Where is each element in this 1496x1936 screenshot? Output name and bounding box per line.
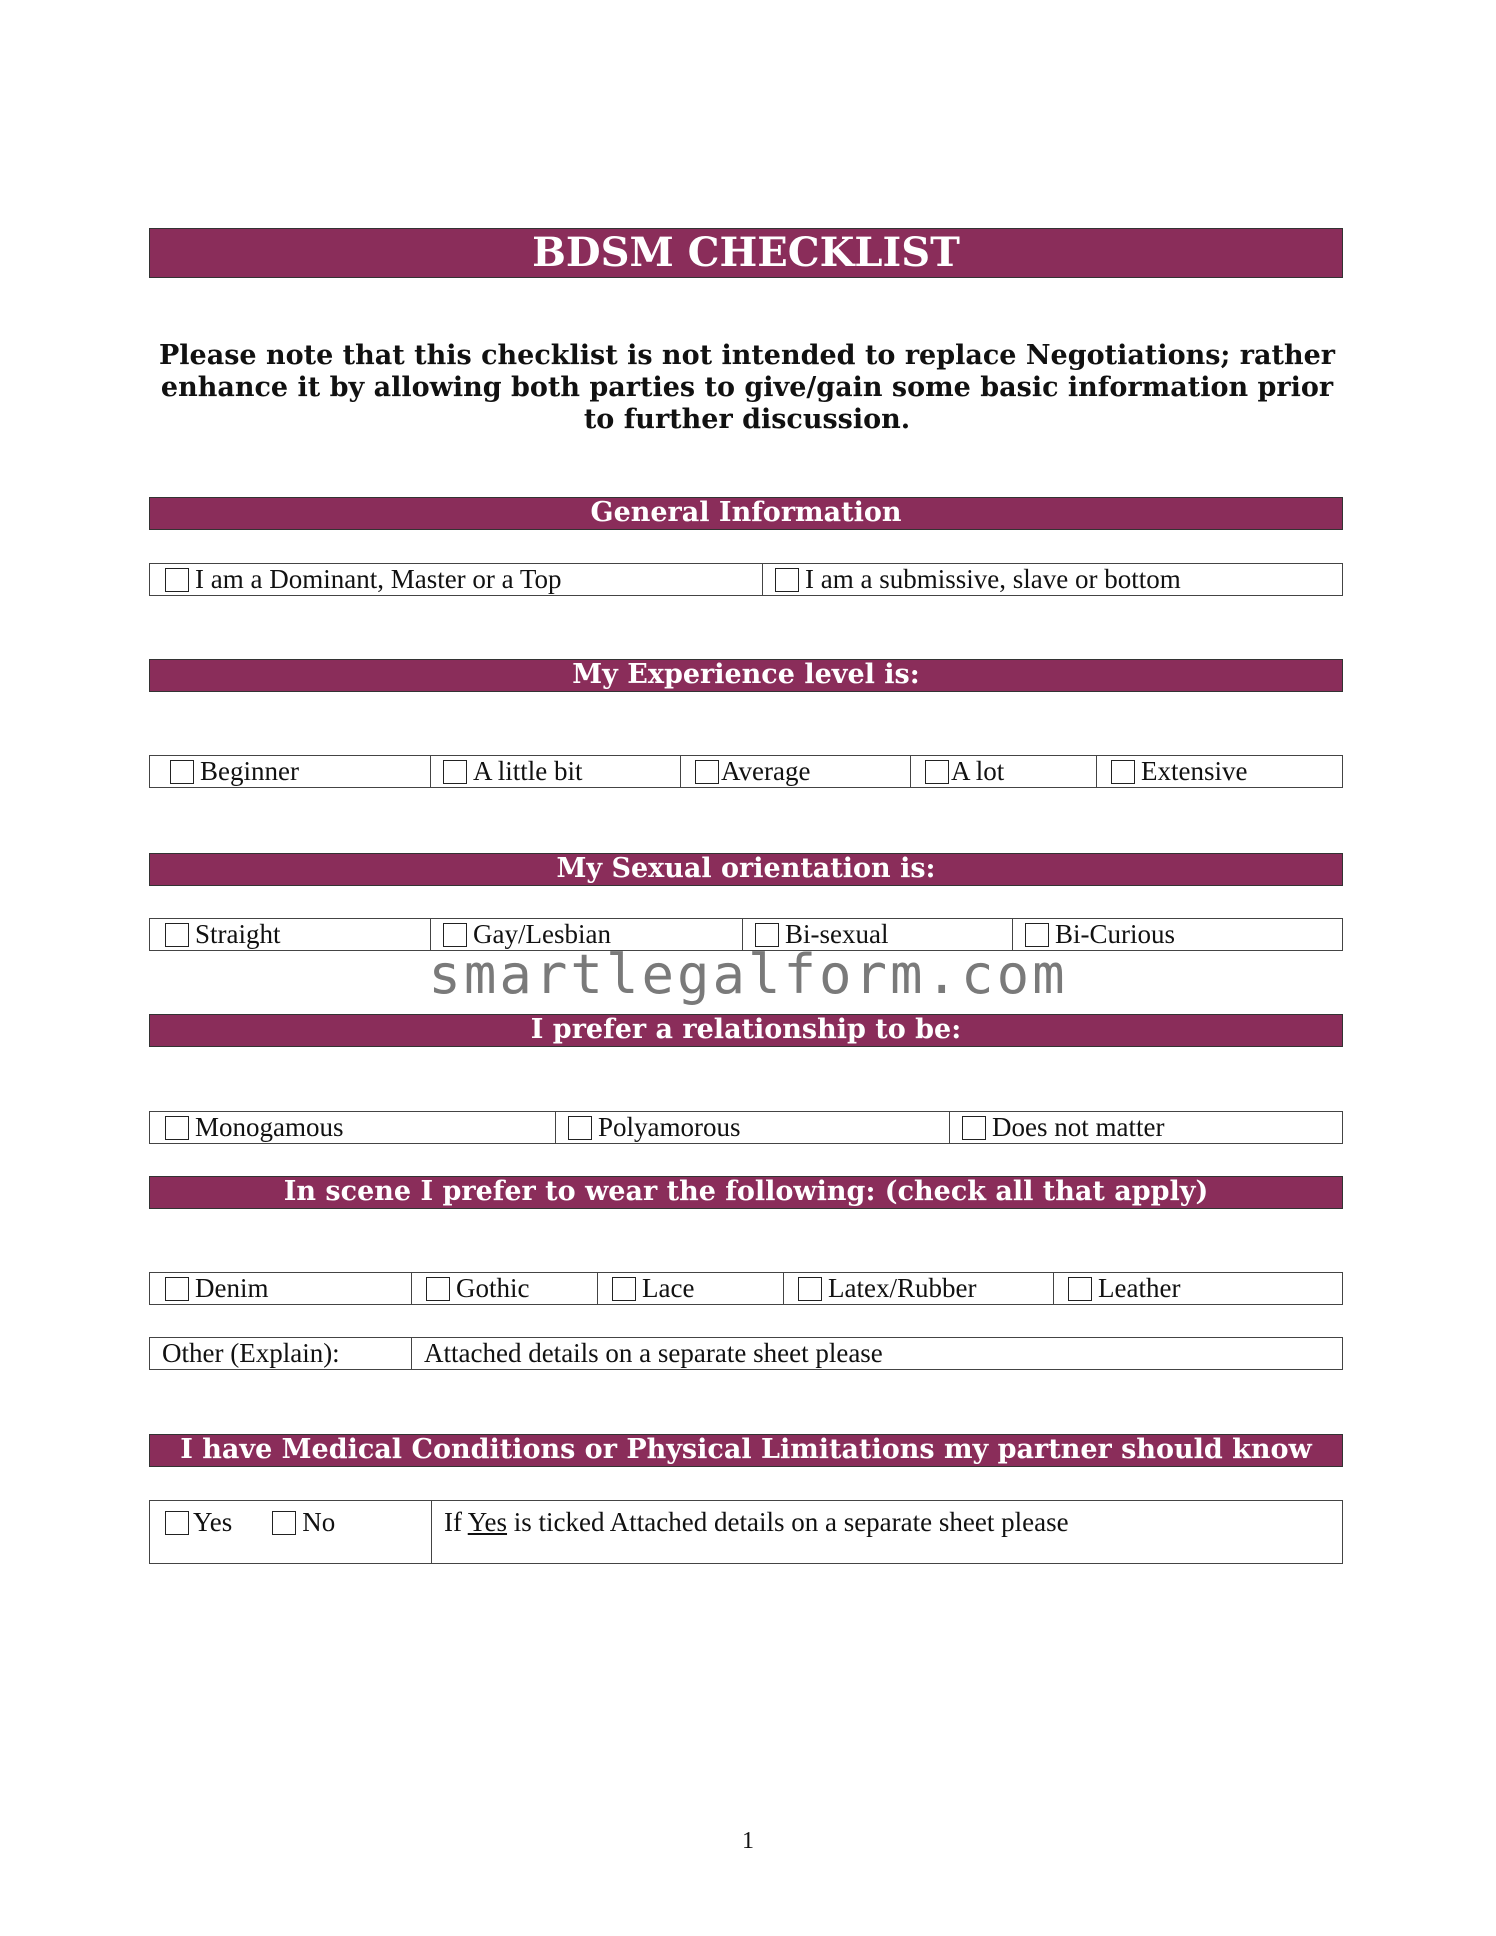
option-label: Monogamous <box>195 1112 344 1142</box>
option-latex-rubber[interactable] <box>784 1273 1054 1304</box>
checkbox[interactable] <box>962 1116 986 1140</box>
option-no[interactable] <box>246 1507 335 1538</box>
option-label: Yes <box>193 1507 233 1537</box>
watermark: smartlegalform.com <box>428 943 1068 1006</box>
option-lace[interactable] <box>598 1273 784 1304</box>
option-label: Gay/Lesbian <box>473 919 611 949</box>
checkbox[interactable] <box>798 1277 822 1301</box>
checkbox[interactable] <box>1111 760 1135 784</box>
option-extensive[interactable] <box>1097 756 1342 787</box>
option-leather[interactable] <box>1054 1273 1342 1304</box>
option-label: Latex/Rubber <box>828 1273 977 1303</box>
checkbox[interactable] <box>775 568 799 592</box>
checkbox[interactable] <box>568 1116 592 1140</box>
option-beginner[interactable] <box>150 756 431 787</box>
option-label: A little bit <box>473 756 583 786</box>
checkbox[interactable] <box>165 1511 189 1535</box>
option-label: Extensive <box>1141 756 1248 786</box>
relationship-options-row <box>149 1111 1343 1144</box>
option-does-not-matter[interactable] <box>950 1112 1342 1143</box>
option-label: Average <box>721 756 811 786</box>
medical-instruction[interactable] <box>432 1501 1342 1563</box>
option-polyamorous[interactable] <box>556 1112 950 1143</box>
checkbox[interactable] <box>443 760 467 784</box>
option-label: I am a Dominant, Master or a Top <box>195 564 562 594</box>
instruction-suffix: is ticked Attached details on a separate sheet please <box>507 1507 1069 1537</box>
option-label: Denim <box>195 1273 269 1303</box>
checkbox[interactable] <box>170 760 194 784</box>
section-heading-relationship: I prefer a relationship to be: <box>149 1014 1343 1047</box>
option-dominant[interactable] <box>150 564 763 595</box>
option-a-lot[interactable] <box>911 756 1097 787</box>
option-yes[interactable] <box>150 1507 232 1538</box>
page-number: 1 <box>742 1828 754 1854</box>
option-label: Leather <box>1098 1273 1181 1303</box>
option-gothic[interactable] <box>412 1273 598 1304</box>
option-label: A lot <box>951 756 1005 786</box>
option-denim[interactable] <box>150 1273 412 1304</box>
wear-options-row <box>149 1272 1343 1305</box>
section-heading-wear: In scene I prefer to wear the following: (check all that apply) <box>149 1176 1343 1209</box>
option-label: Lace <box>642 1273 695 1303</box>
general-options-row <box>149 563 1343 596</box>
option-average[interactable] <box>681 756 911 787</box>
checkbox[interactable] <box>1068 1277 1092 1301</box>
option-monogamous[interactable] <box>150 1112 556 1143</box>
document-title: BDSM CHECKLIST <box>149 228 1343 278</box>
checkbox[interactable] <box>925 760 949 784</box>
section-heading-experience: My Experience level is: <box>149 659 1343 692</box>
instruction-prefix: If <box>444 1507 468 1537</box>
option-label: I am a submissive, slave or bottom <box>805 564 1181 594</box>
option-label: Bi-sexual <box>785 919 889 949</box>
checkbox[interactable] <box>426 1277 450 1301</box>
checkbox[interactable] <box>272 1511 296 1535</box>
intro-note: Please note that this checklist is not intended to replace Negotiations; rather enhance it by allowing both parties to give/gain some basic information prior to further discussion. <box>158 340 1336 435</box>
option-label: Straight <box>195 919 281 949</box>
checkbox[interactable] <box>165 1277 189 1301</box>
option-label: No <box>302 1507 336 1537</box>
other-label: Other (Explain): <box>150 1338 412 1369</box>
medical-row <box>149 1500 1343 1564</box>
checkbox[interactable] <box>695 760 719 784</box>
option-label: Polyamorous <box>598 1112 741 1142</box>
checkbox[interactable] <box>165 1116 189 1140</box>
medical-yes-no <box>150 1501 432 1563</box>
option-label: Bi-Curious <box>1055 919 1176 949</box>
option-label: Gothic <box>456 1273 530 1303</box>
section-heading-orientation: My Sexual orientation is: <box>149 853 1343 886</box>
section-heading-general: General Information <box>149 497 1343 530</box>
option-submissive[interactable] <box>763 564 1342 595</box>
option-a-little-bit[interactable] <box>431 756 681 787</box>
other-explain-field[interactable]: Attached details on a separate sheet please <box>424 1338 883 1368</box>
option-label: Beginner <box>200 756 299 786</box>
checkbox[interactable] <box>165 568 189 592</box>
instruction-yes-underlined: Yes <box>467 1507 508 1537</box>
experience-options-row <box>149 755 1343 788</box>
option-label: Does not matter <box>992 1112 1165 1142</box>
wear-other-row <box>149 1337 1343 1370</box>
checkbox[interactable] <box>612 1277 636 1301</box>
section-heading-medical: I have Medical Conditions or Physical Limitations my partner should know about <box>149 1434 1343 1467</box>
